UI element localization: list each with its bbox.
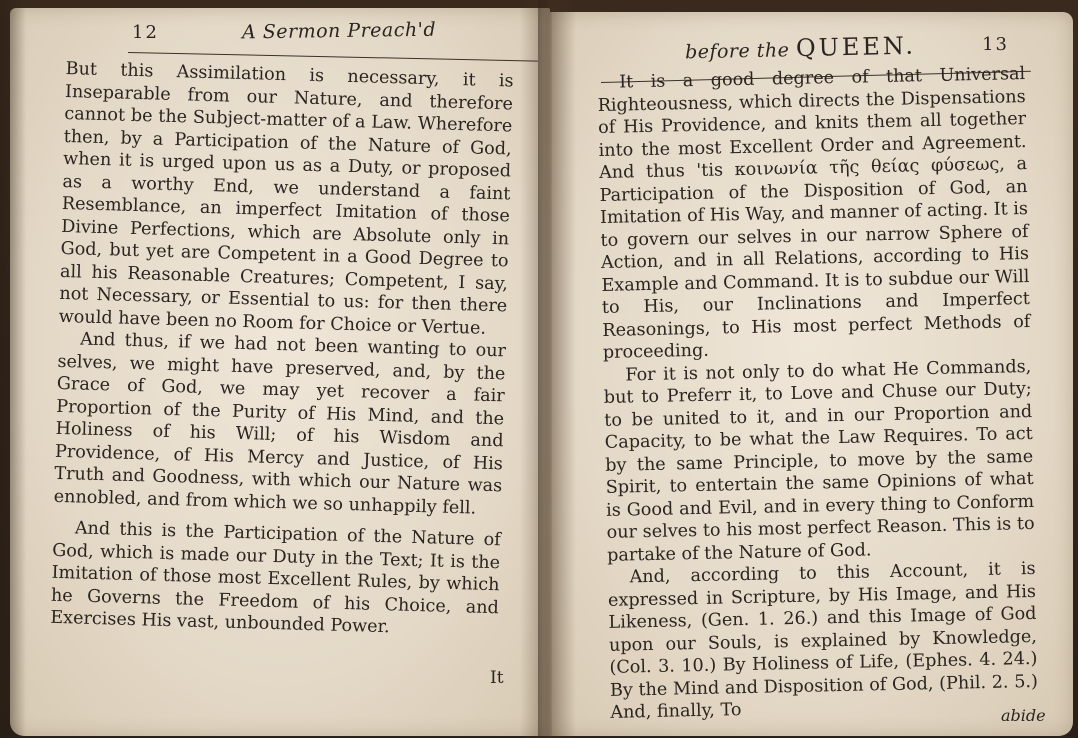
left-head-rule bbox=[128, 52, 538, 62]
left-paragraph-3: And this is the Participation of the Nature of God, which is made our Duty in the Text; It is the Imitation of those most Excellent Rules, by which he Governs the Freedom of his Choice, and Exercises His vast, unbounded Power. bbox=[50, 518, 501, 638]
right-running-head bbox=[545, 30, 1073, 64]
right-paragraph-2: For it is not only to do what He Commands, but to Preferr it, to Love and Chuse our Duty; to be united to it, and in our Proportion and Capacity, to be what the Law Requires. To act by the same Principle, to move by the same Spirit, to entertain the same Opinions of what is Good and Evil, and in every thing to Conform our selves to his most perfect Reason. This is to partake of the Nature of God. bbox=[603, 356, 1035, 566]
right-body-text bbox=[597, 63, 1039, 724]
left-paragraph-1: But this Assimilation is necessary, it is Inseparable from our Nature, and therefore cannot be the Subject-matter of a Law. Wherefore then, by a Participation of the Nature of God, when it is urged upon us as a Duty, or proposed as a worthy End, we understand a faint Resemblance, an imperfect Imitation of those Divine Perfections, which are Absolute only in God, but yet are Competent in a Good Degree to all his Reasonable Creatures; Competent, I say, not Necessary, or Essential to us: for then there would have been no Room for Choice or Vertue. bbox=[58, 58, 514, 339]
right-running-title-caps: QUEEN. bbox=[795, 31, 917, 63]
left-paragraph-2: And thus, if we had not been wanting to our selves, we might have preserved, and, by the Grace of God, we may yet recover a fair Proportion of the Purity of His Mind, and the Holiness of his Will; of his Wisdom and Providence, of His Mercy and Justice, of His Truth and Goodness, with which our Nature was ennobled, and from which we so unhappily fell. bbox=[53, 329, 507, 519]
right-page-number: 13 bbox=[982, 34, 1009, 55]
right-page bbox=[545, 12, 1073, 736]
right-running-title-italic: before the bbox=[684, 39, 790, 64]
right-running-title bbox=[685, 32, 917, 65]
right-paragraph-1: It is a good degree of that Universal Righteousness, which directs the Dispensations of His Providence, and knits them all together into the most Excellent Order and Agreement. And thus 'tis κοινωνία τῆς θείας φύσεως, a Participation of the Disposition of God, an Imitation of His Way, and manner of acting. It is to govern our selves in our narrow Sphere of Action, and in all Relations, according to His Example and Command. It is to subdue our Will to His, our Inclinations and Imperfect Reasonings, to His most perfect Methods of proceeding. bbox=[597, 64, 1031, 363]
left-running-head bbox=[10, 18, 550, 52]
right-catchword: abide bbox=[1001, 706, 1046, 725]
spine-shadow bbox=[538, 0, 552, 738]
left-catchword: It bbox=[490, 668, 504, 688]
left-page bbox=[10, 8, 550, 736]
left-body-text bbox=[50, 58, 514, 642]
left-page-number: 12 bbox=[132, 22, 159, 43]
left-running-title: A Sermon Preach'd bbox=[241, 18, 437, 44]
right-paragraph-3: And, according to this Account, it is expressed in Scripture, by His Image, and His Likeness, (Gen. 1. 26.) and this Image of God upon our Souls, is explained by Knowledge, (Col. 3. 10.) By Holiness of Life, (Ephes. 4. 24.) By the Mind and Disposition of God, (Phil. 2. 5.) And, finally, To bbox=[607, 558, 1039, 723]
